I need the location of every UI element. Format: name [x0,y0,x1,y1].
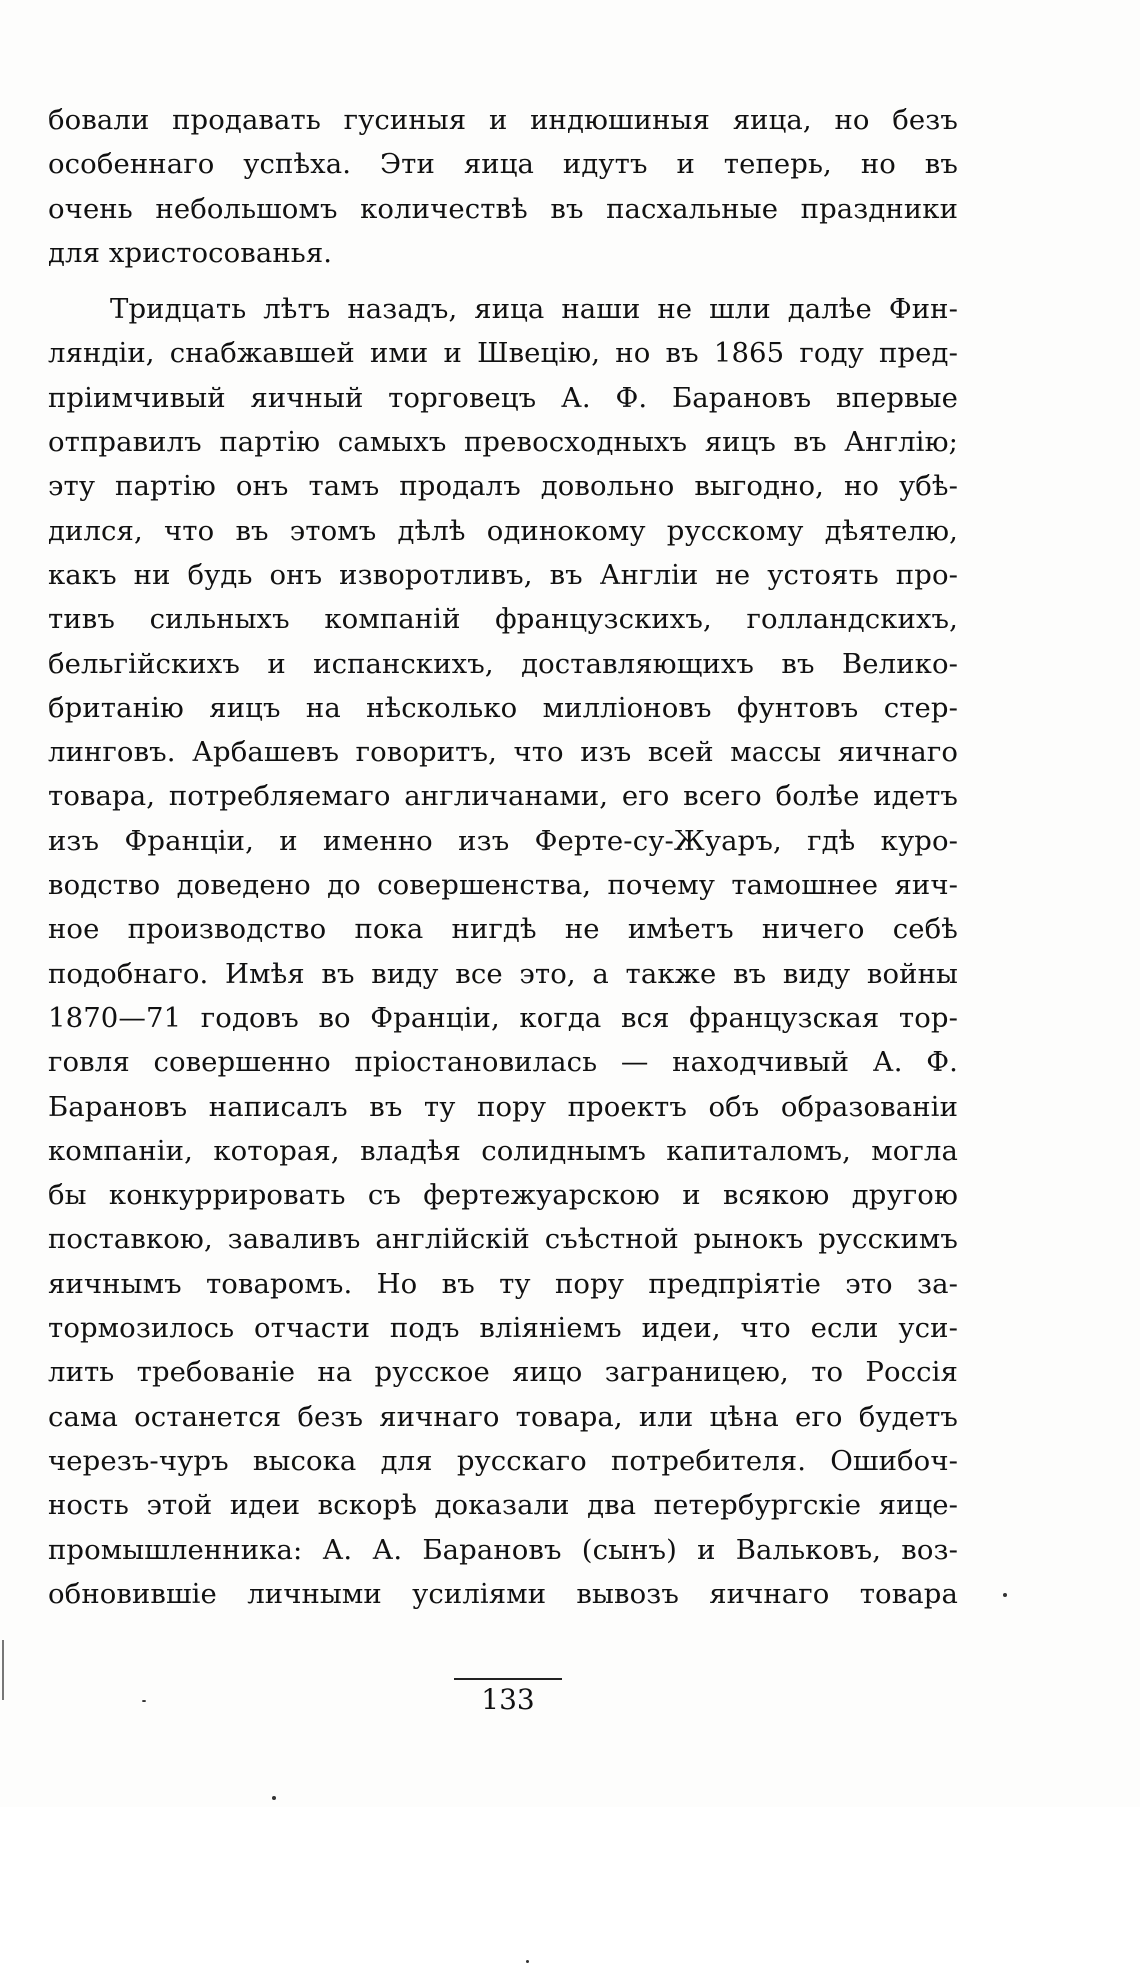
scan-speck [142,1700,146,1702]
text-line: ляндіи, снабжавшей ими и Швецію, но въ 1865 году пред- [48,337,958,370]
text-line: изъ Франціи, и именно изъ Ферте-су-Жуаръ, гдѣ куро- [48,824,958,857]
text-line: какъ ни будь онъ изворотливъ, въ Англіи не устоять про- [48,558,958,591]
text-line: яичнымъ товаромъ. Но въ ту пору предпріятіе это за- [48,1267,958,1300]
text-line: отправилъ партію самыхъ превосходныхъ яицъ въ Англію; [48,426,958,459]
text-line: ное производство пока нигдѣ не имѣетъ ничего себѣ [48,913,958,946]
text-line: сама останется безъ яичнаго товара, или цѣна его будетъ [48,1400,958,1433]
text-line: бы конкуррировать съ фертежуарскою и всякою другою [48,1179,958,1212]
paragraph-gap [48,275,958,287]
text-line: очень небольшомъ количествѣ въ пасхальные праздники [48,192,958,225]
text-line: 1870—71 годовъ во Франціи, когда вся французская тор- [48,1001,958,1034]
text-line: подобнаго. Имѣя въ виду все это, а также въ виду войны [48,957,958,990]
scan-speck [272,1796,276,1800]
page-number: 133 [481,1683,535,1716]
text-line: промышленника: А. А. Барановъ (сынъ) и Вальковъ, воз- [48,1533,958,1566]
text-line: поставкою, заваливъ англійскій съѣстной рынокъ русскимъ [48,1223,958,1256]
text-line: компаніи, которая, владѣя солиднымъ капиталомъ, могла [48,1134,958,1167]
text-line: водство доведено до совершенства, почему тамошнее яич- [48,869,958,902]
text-line: бельгійскихъ и испанскихъ, доставляющихъ въ Велико- [48,647,958,680]
scan-speck [1003,1593,1007,1597]
text-line: Тридцать лѣтъ назадъ, яица наши не шли далѣе Фин- [110,293,958,326]
text-line: особеннаго успѣха. Эти яица идутъ и теперь, но въ [48,148,958,181]
text-line: эту партію онъ тамъ продалъ довольно выгодно, но убѣ- [48,470,958,503]
text-line: товара, потребляемаго англичанами, его всего болѣе идетъ [48,780,958,813]
text-line: линговъ. Арбашевъ говоритъ, что изъ всей массы яичнаго [48,736,958,769]
scan-edge-mark [2,1640,4,1700]
text-line: ность этой идеи вскорѣ доказали два петербургскіе яице- [48,1489,958,1522]
text-line: обновившіе личными усиліями вывозъ яичнаго товара [48,1577,958,1610]
text-line: для христосованья. [48,236,333,269]
body-text [48,98,958,1616]
text-line: бовали продавать гусиныя и индюшиныя яица, но безъ [48,104,958,136]
text-line: тормозилось отчасти подъ вліяніемъ идеи, что если уси- [48,1312,958,1345]
text-line: лить требованіе на русское яицо заграницею, то Россія [48,1356,958,1389]
text-line: говля совершенно пріостановилась — находчивый А. Ф. [48,1046,958,1079]
text-line: пріимчивый яичный торговецъ А. Ф. Барановъ впервые [48,381,958,414]
page-number-rule [454,1678,562,1680]
text-line: Барановъ написалъ въ ту пору проектъ объ образованіи [48,1090,958,1123]
text-line: черезъ-чуръ высока для русскаго потребителя. Ошибоч- [48,1444,958,1477]
text-line: тивъ сильныхъ компаній французскихъ, голландскихъ, [48,603,958,636]
text-line: британію яицъ на нѣсколько милліоновъ фунтовъ стер- [48,691,958,724]
text-line: дился, что въ этомъ дѣлѣ одинокому русскому дѣятелю, [48,514,958,547]
